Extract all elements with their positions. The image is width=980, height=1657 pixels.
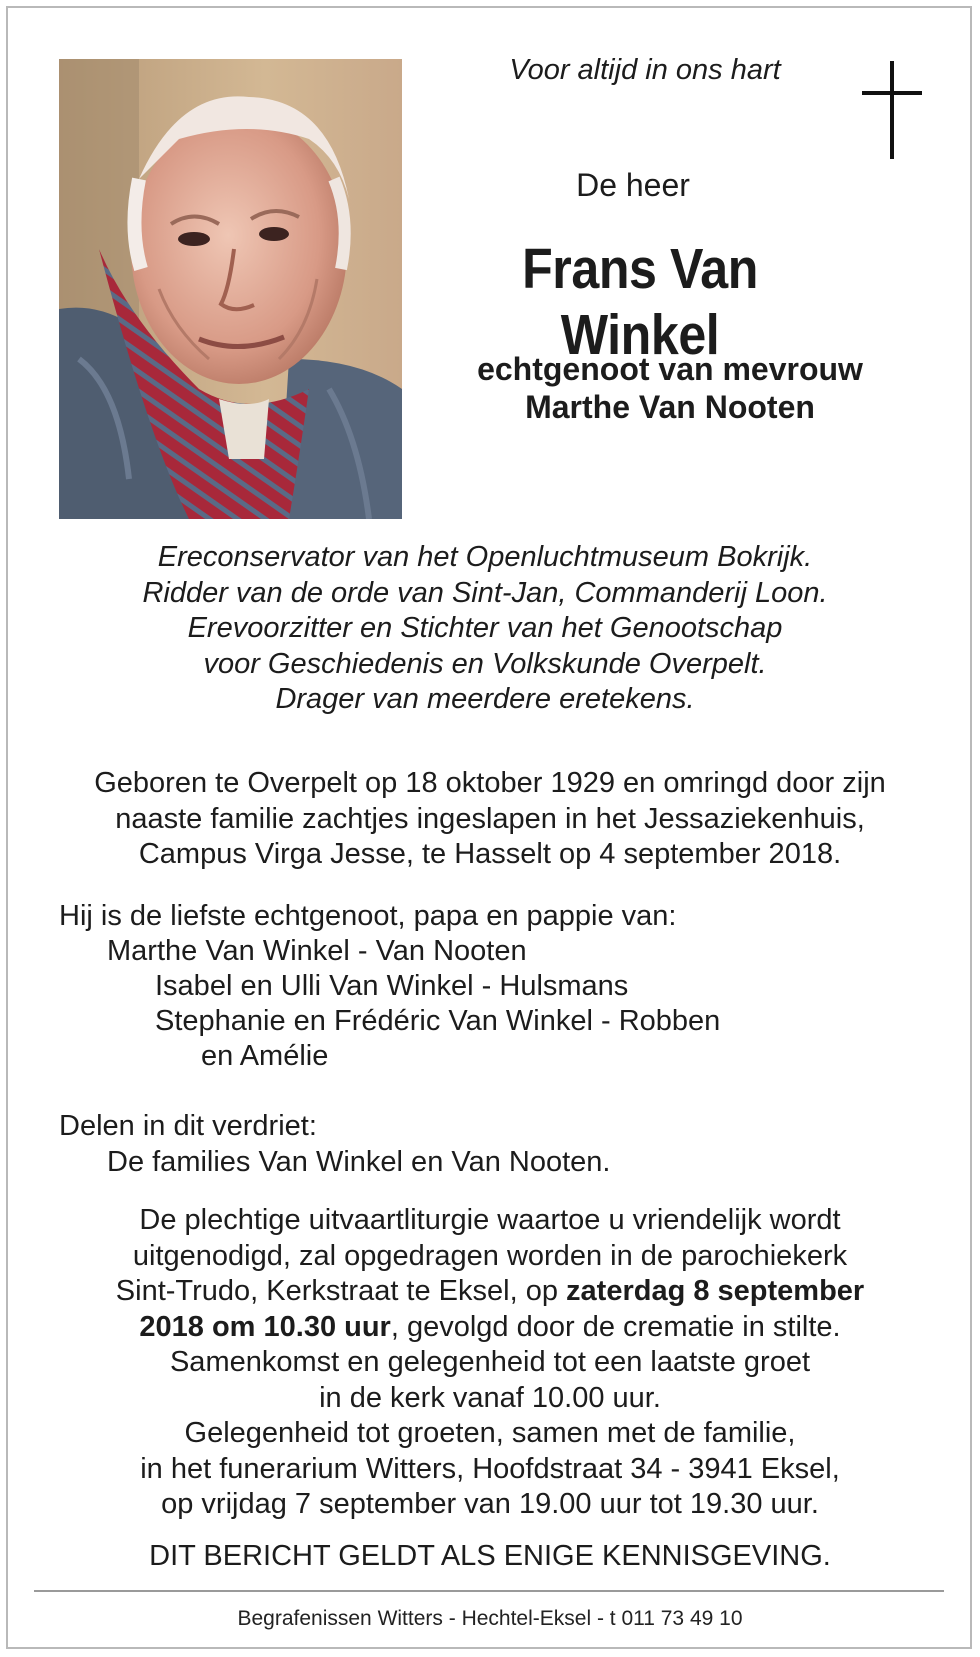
birth-line: Campus Virga Jesse, te Hasselt op 4 september 2018. bbox=[138, 838, 842, 870]
title-line: voor Geschiedenis en Volkskunde Overpelt. bbox=[203, 647, 767, 680]
funeral-time: 2018 om 10.30 uur bbox=[139, 1310, 391, 1343]
title-line: Erevoorzitter en Stichter van het Genootschap bbox=[187, 612, 783, 644]
title-line: Ridder van de orde van Sint-Jan, Commanderij Loon. bbox=[142, 576, 828, 609]
divider bbox=[34, 1590, 944, 1592]
spouse-block bbox=[420, 350, 920, 426]
honorary-titles bbox=[40, 540, 930, 718]
funeral-details bbox=[40, 1203, 940, 1523]
title-line: Drager van meerdere eretekens. bbox=[275, 683, 695, 715]
honorific: De heer bbox=[576, 167, 690, 203]
footer-undertaker: Begrafenissen Witters - Hechtel-Eksel - t 011 73 49 10 bbox=[237, 1607, 743, 1630]
funeral-line: uitgenodigd, zal opgedragen worden in de parochiekerk bbox=[132, 1239, 848, 1272]
funeral-text: Sint-Trudo, Kerkstraat te Eksel, op bbox=[115, 1275, 567, 1307]
spouse-line-1: echtgenoot van mevrouw bbox=[477, 351, 863, 387]
spouse-line-2: Marthe Van Nooten bbox=[525, 389, 815, 425]
cross-icon bbox=[862, 61, 922, 159]
title-line: Ereconservator van het Openluchtmuseum Bokrijk. bbox=[157, 541, 813, 573]
funeral-line bbox=[40, 1310, 940, 1346]
funeral-line: De plechtige uitvaartliturgie waartoe u vriendelijk wordt bbox=[139, 1204, 841, 1236]
sharing-families: De families Van Winkel en Van Nooten. bbox=[107, 1146, 611, 1178]
family-grandchild: en Amélie bbox=[201, 1040, 329, 1072]
birth-line: naaste familie zachtjes ingeslapen in het Jessaziekenhuis, bbox=[115, 802, 865, 835]
family-list bbox=[59, 899, 720, 1074]
family-child: Stephanie en Frédéric Van Winkel - Robben bbox=[155, 1005, 721, 1037]
sharing-intro: Delen in dit verdriet: bbox=[59, 1110, 317, 1142]
portrait-photo bbox=[59, 59, 402, 519]
funeral-line: op vrijdag 7 september van 19.00 uur tot 19.30 uur. bbox=[161, 1488, 819, 1520]
funeral-line: Samenkomst en gelegenheid tot een laatste groet bbox=[169, 1346, 811, 1378]
funeral-line bbox=[40, 1274, 940, 1310]
funeral-date: zaterdag 8 september bbox=[566, 1275, 865, 1307]
family-spouse: Marthe Van Winkel - Van Nooten bbox=[107, 935, 527, 967]
birth-line: Geboren te Overpelt op 18 oktober 1929 en omringd door zijn bbox=[94, 767, 886, 799]
funeral-line: in het funerarium Witters, Hoofdstraat 34 - 3941 Eksel, bbox=[140, 1452, 840, 1485]
motto: Voor altijd in ons hart bbox=[509, 54, 781, 86]
funeral-line: in de kerk vanaf 10.00 uur. bbox=[319, 1381, 661, 1414]
notice: DIT BERICHT GELDT ALS ENIGE KENNISGEVING. bbox=[149, 1540, 831, 1572]
funeral-text: , gevolgd door de crematie in stilte. bbox=[390, 1310, 841, 1343]
family-child: Isabel en Ulli Van Winkel - Hulsmans bbox=[155, 970, 629, 1002]
family-intro: Hij is de liefste echtgenoot, papa en pappie van: bbox=[59, 900, 677, 932]
birth-death-paragraph bbox=[40, 766, 940, 873]
deceased-name: Frans Van Winkel bbox=[522, 237, 758, 367]
sharing-grief bbox=[59, 1108, 610, 1180]
funeral-line: Gelegenheid tot groeten, samen met de familie, bbox=[184, 1417, 796, 1449]
